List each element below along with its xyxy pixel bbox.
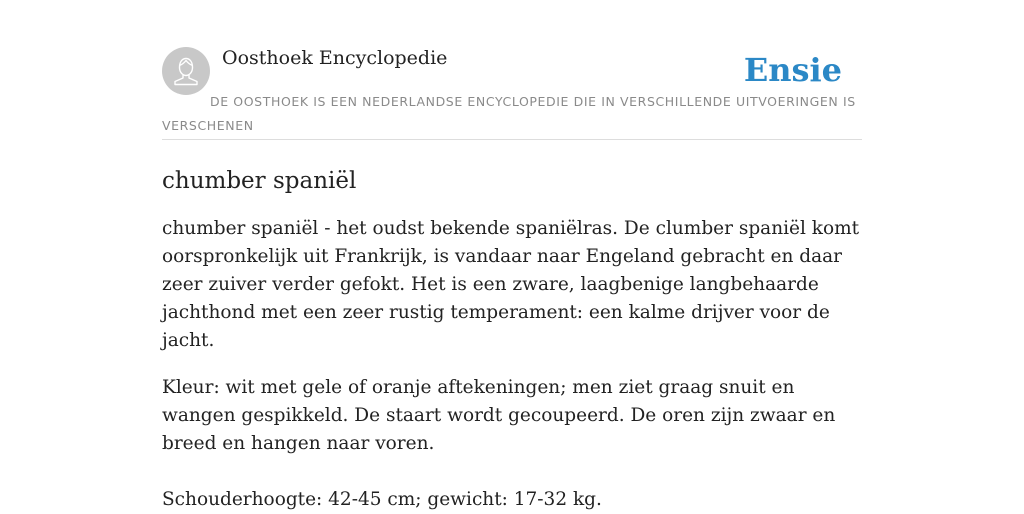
source-name[interactable]: Oosthoek Encyclopedie (222, 47, 448, 69)
source-avatar[interactable] (162, 47, 210, 95)
user-icon (162, 47, 210, 95)
article-title: chumber spaniël (162, 168, 357, 194)
source-description: DE OOSTHOEK IS EEN NEDERLANDSE ENCYCLOPEDIE DIE IN VERSCHILLENDE UITVOERINGEN IS VERSCHENEN (162, 94, 856, 133)
article-paragraph: Schouderhoogte: 42-45 cm; gewicht: 17-32 kg. (162, 489, 602, 510)
article-paragraph: chumber spaniël - het oudst bekende spaniëlras. De clumber spaniël komt oorspronkelijk uit Frankrijk, is vandaar naar Engeland gebracht en daar zeer zuiver verder gefokt. Het is een zware, laagbenige langbehaarde jachthond met een zeer rustig temperament: een kalme drijver voor de jacht. (162, 218, 860, 351)
source-header (162, 46, 862, 140)
article-page (162, 46, 862, 514)
ensie-logo-link[interactable]: Ensie (743, 51, 842, 89)
article-paragraph: Kleur: wit met gele of oranje aftekeningen; men ziet graag snuit en wangen gespikkeld. De staart wordt gecoupeerd. De oren zijn zwaar en breed en hangen naar voren. (162, 377, 836, 454)
article-body (162, 215, 862, 514)
